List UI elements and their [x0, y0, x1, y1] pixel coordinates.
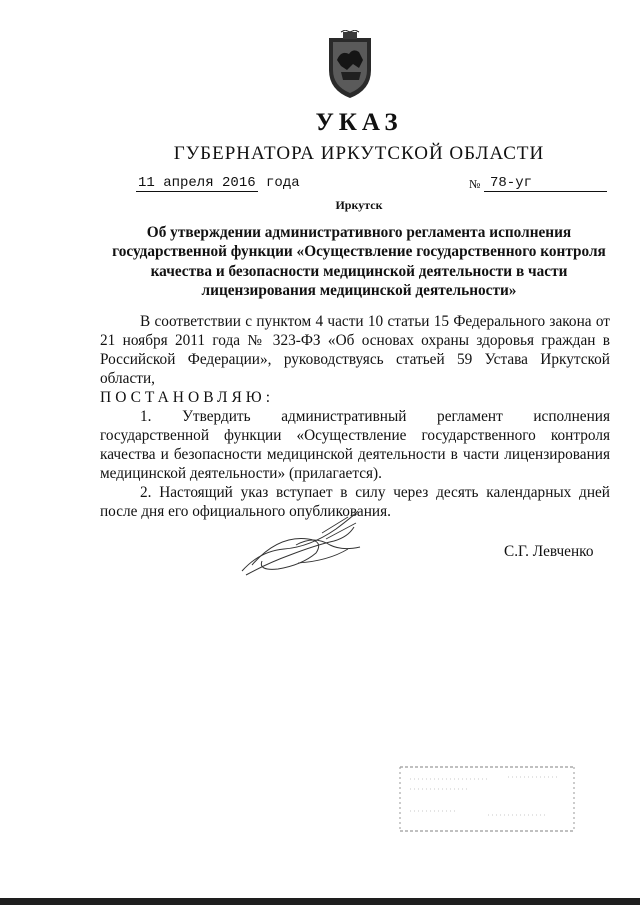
date-value: 11 апреля 2016	[138, 175, 256, 191]
document-date	[136, 175, 300, 191]
item-paragraph-2: 2. Настоящий указ вступает в силу через десять календарных дней после дня его официального опубликования.	[100, 484, 610, 520]
document-title: УКАЗ	[315, 109, 403, 136]
document-number: 78-уг	[484, 175, 607, 192]
document-subtitle: ГУБЕРНАТОРА ИРКУТСКОЙ ОБЛАСТИ	[173, 143, 545, 164]
preamble-paragraph: В соответствии с пунктом 4 части 10 статьи 15 Федерального закона от 21 ноября 2011 года № 323-ФЗ «Об основах охраны здоровья граждан в Российской Федерации», руководствуясь статьей 59 Устава Иркутской области,	[100, 313, 610, 387]
document-heading: Об утверждении административного регламента исполнения государственной функции «Осуществление государственного контроля качества и безопасности медицинской деятельности в части лицензирования медицинской деятельности»	[112, 224, 606, 299]
resolve-word: ПОСТАНОВЛЯЮ:	[100, 389, 275, 406]
document-body	[100, 312, 610, 521]
scan-edge-bar	[0, 898, 640, 905]
signer-name: С.Г. Левченко	[504, 543, 594, 560]
number-label: №	[469, 177, 481, 191]
coat-of-arms-icon	[323, 30, 377, 100]
signature-icon	[238, 505, 366, 583]
date-suffix: года	[266, 175, 300, 191]
item-paragraph-1: 1. Утвердить административный регламент исполнения государственной функции «Осуществление государственного контроля качества и безопасности медицинской деятельности в части лицензирования медицинской деятельности» (прилагается).	[100, 408, 610, 482]
registration-stamp-icon	[398, 765, 576, 833]
document-city: Иркутск	[335, 198, 383, 212]
